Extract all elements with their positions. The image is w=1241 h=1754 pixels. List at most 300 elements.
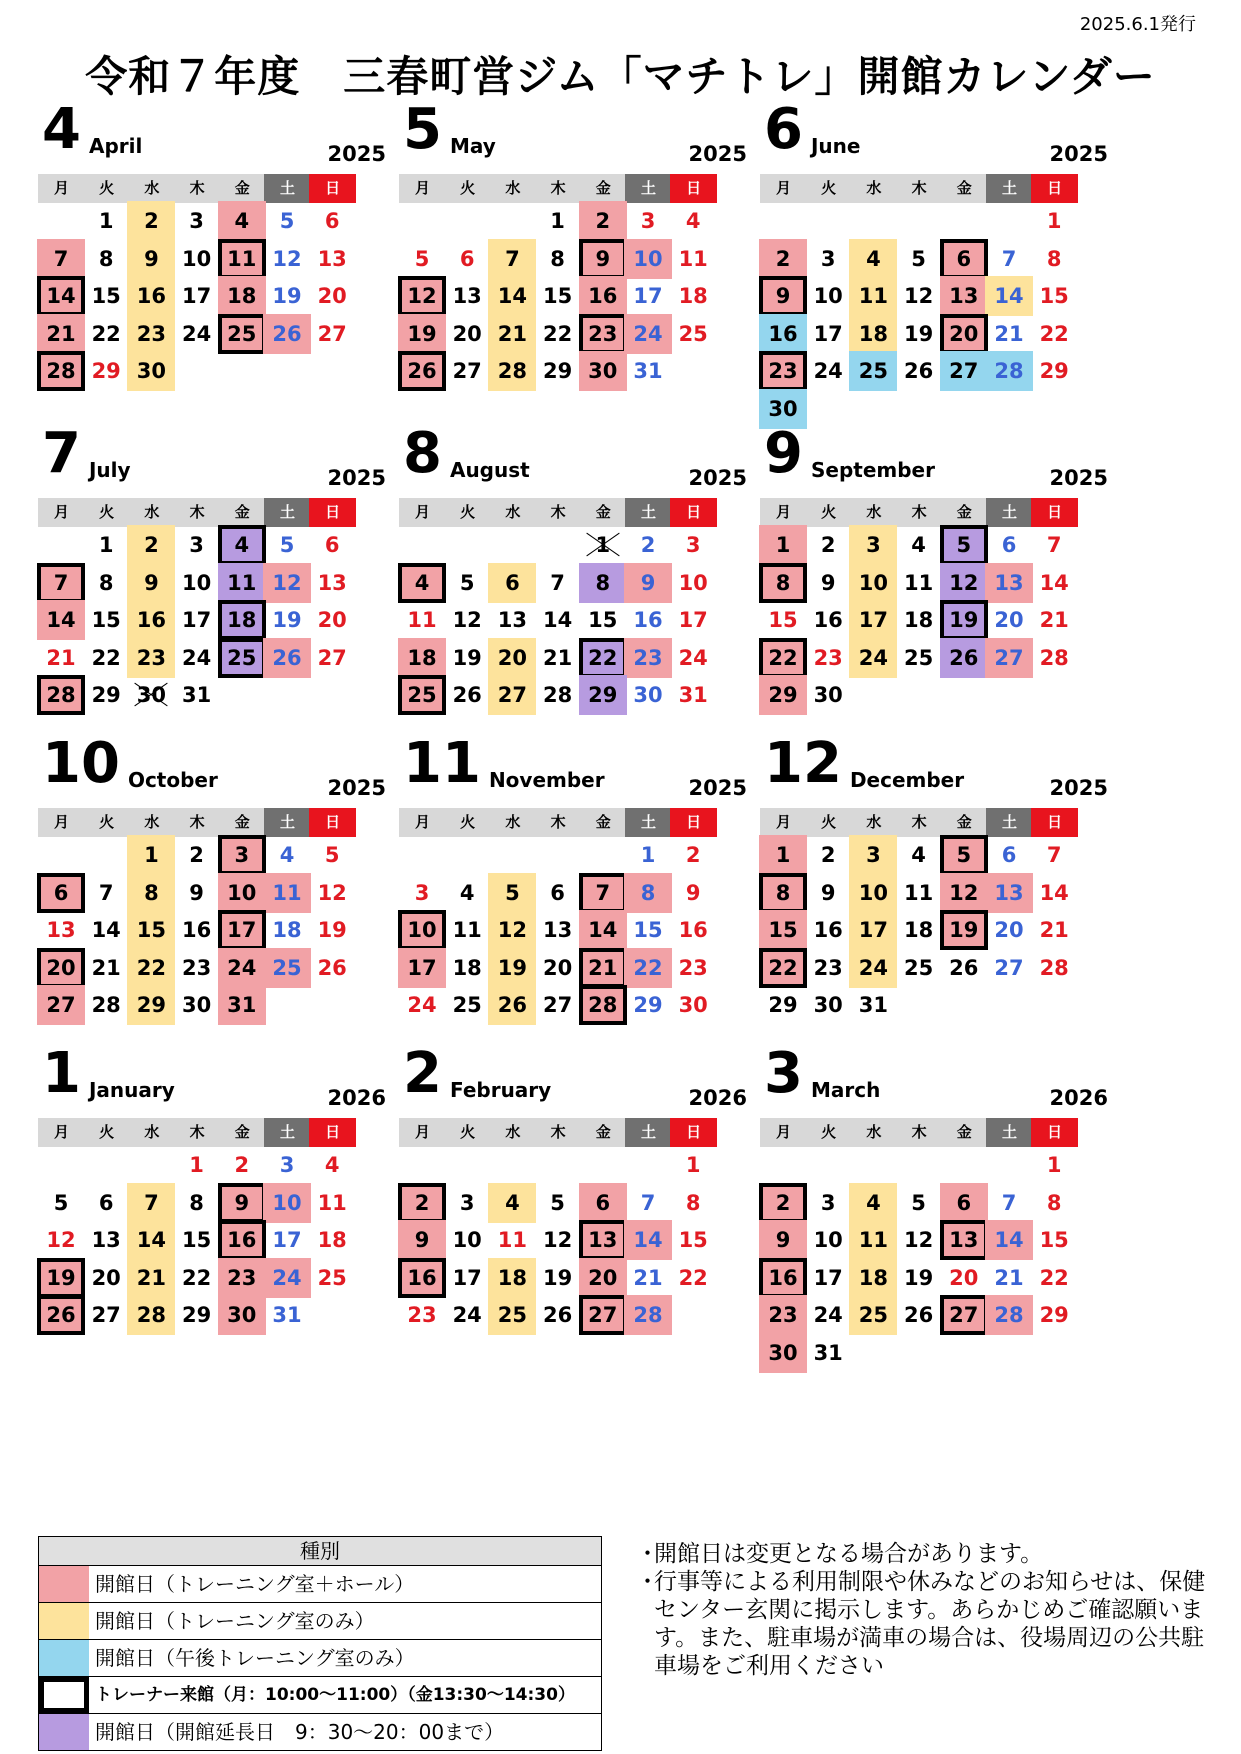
weekday-header: 木 <box>896 1118 943 1147</box>
calendar-day: 27 <box>985 638 1033 678</box>
weekday-header: 木 <box>174 808 221 837</box>
calendar-day: 28 <box>1039 645 1069 670</box>
weekday-header: 木 <box>535 174 582 203</box>
calendar-day: 4 <box>218 525 266 565</box>
calendar-day: 14 <box>37 276 85 316</box>
weekday-header: 日 <box>670 808 717 837</box>
month-number: 5 <box>403 97 442 162</box>
calendar-day: 25 <box>218 314 266 354</box>
calendar-day: 31 <box>858 993 888 1017</box>
calendar-day: 2 <box>579 201 627 241</box>
month-number: 3 <box>764 1041 803 1106</box>
calendar-day: 26 <box>940 638 988 678</box>
calendar-day: 1 <box>685 1153 701 1177</box>
calendar-day: 24 <box>263 1258 311 1298</box>
weekday-header: 金 <box>580 498 627 527</box>
weekday-header: 日 <box>1031 808 1078 837</box>
legend-swatch-purple <box>39 1714 89 1750</box>
calendar-day: 24 <box>181 321 212 346</box>
calendar-day: 12 <box>903 1228 934 1252</box>
calendar-day: 8 <box>98 246 114 271</box>
calendar-day: 3 <box>849 835 897 875</box>
calendar-day: 22 <box>181 1265 212 1290</box>
calendar-day: 12 <box>940 873 988 913</box>
legend-swatch-pink <box>39 1566 89 1602</box>
calendar-day: 3 <box>820 246 836 271</box>
calendar-day: 15 <box>633 918 663 942</box>
calendar-day: 19 <box>940 910 988 950</box>
calendar-day: 14 <box>985 276 1033 316</box>
weekday-header: 水 <box>128 1118 175 1147</box>
calendar-day: 1 <box>98 209 114 233</box>
calendar-day: 27 <box>452 359 482 383</box>
calendar-day: 6 <box>579 1183 627 1223</box>
calendar-day: 31 <box>633 359 663 383</box>
calendar-day: 13 <box>985 563 1033 603</box>
weekday-header: 水 <box>489 1118 536 1147</box>
calendar-day: 16 <box>127 600 175 640</box>
calendar-day: 25 <box>849 1295 897 1335</box>
calendar-day: 20 <box>994 918 1024 942</box>
weekday-header: 火 <box>805 808 852 837</box>
legend-header: 種別 <box>39 1537 601 1566</box>
weekday-header: 日 <box>309 174 356 203</box>
calendar-day: 20 <box>579 1258 627 1298</box>
note-item <box>636 1568 1206 1680</box>
calendar-day: 3 <box>640 209 656 233</box>
month-name: October <box>127 768 218 792</box>
calendar-day: 28 <box>1039 955 1069 980</box>
month-header <box>403 1041 552 1106</box>
month-year: 2025 <box>688 466 747 490</box>
calendar-day: 6 <box>459 246 475 271</box>
calendar-day: 29 <box>1039 359 1069 383</box>
calendar-day: 11 <box>849 1220 897 1260</box>
calendar-day: 1 <box>98 533 114 557</box>
calendar-day: 17 <box>813 1265 843 1290</box>
calendar-day: 25 <box>903 955 934 980</box>
calendar-day: 3 <box>849 525 897 565</box>
calendar-day: 19 <box>317 918 347 942</box>
weekday-header: 月 <box>399 1118 446 1147</box>
calendar-day: 22 <box>91 321 121 346</box>
calendar-day: 13 <box>91 1228 121 1252</box>
calendar-day: 16 <box>813 608 843 632</box>
calendar-day: 3 <box>189 533 204 557</box>
calendar-day: 3 <box>279 1153 295 1177</box>
calendar-day: 31 <box>272 1303 302 1327</box>
note-text: 行事等による利用制限や休みなどのお知らせは、保健センター玄関に掲示します。あらかじめご確認願います。また、駐車場が満車の場合は、役場周辺の公共駐車場をご利用ください <box>654 1569 1206 1679</box>
calendar-day: 19 <box>37 1258 85 1298</box>
calendar-day: 7 <box>579 873 627 913</box>
calendar-day: 2 <box>759 239 807 279</box>
page-title: 令和７年度 三春町営ジム「マチトレ」開館カレンダー <box>85 52 1156 101</box>
calendar-day: 19 <box>452 645 482 670</box>
month-number: 6 <box>764 97 803 162</box>
calendar-day: 24 <box>407 993 437 1017</box>
calendar-day: 18 <box>678 284 708 308</box>
calendar-day: 12 <box>317 880 347 905</box>
calendar-day: 9 <box>759 276 807 316</box>
calendar-day: 13 <box>317 246 347 271</box>
month-january <box>38 1041 388 1366</box>
calendar-day: 29 <box>759 675 807 715</box>
calendar-day: 21 <box>127 1258 175 1298</box>
month-year: 2025 <box>327 776 386 800</box>
calendar-day: 28 <box>985 1295 1033 1335</box>
month-name: April <box>88 134 143 158</box>
calendar-day: 18 <box>452 955 482 980</box>
calendar-day: 19 <box>272 608 302 632</box>
calendar-day: 22 <box>678 1265 708 1290</box>
calendar-day: 17 <box>849 600 897 640</box>
month-year: 2025 <box>1049 466 1108 490</box>
calendar-day: 27 <box>91 1303 121 1327</box>
weekday-header: 木 <box>896 498 943 527</box>
calendar-day: 9 <box>624 563 672 603</box>
calendar-day: 8 <box>189 1190 204 1215</box>
weekday-header: 金 <box>219 174 266 203</box>
calendar-day: 15 <box>768 608 798 632</box>
month-number: 9 <box>764 421 803 486</box>
calendar-day: 29 <box>181 1303 212 1327</box>
calendar-day: 21 <box>579 948 627 988</box>
weekday-header: 水 <box>489 498 536 527</box>
calendar-day: 12 <box>940 563 988 603</box>
calendar-day: 20 <box>317 284 347 308</box>
weekday-header: 火 <box>444 808 491 837</box>
calendar-day: 9 <box>218 1183 266 1223</box>
calendar-day: 24 <box>849 638 897 678</box>
weekday-header: 土 <box>264 498 311 527</box>
calendar-day: 12 <box>46 1228 76 1252</box>
calendar-day: 8 <box>127 873 175 913</box>
calendar-day: 25 <box>678 321 708 346</box>
calendar-day: 21 <box>488 314 536 354</box>
calendar-day: 4 <box>685 209 701 233</box>
calendar-day: 19 <box>940 600 988 640</box>
calendar-day: 13 <box>579 1220 627 1260</box>
month-year: 2025 <box>327 142 386 166</box>
calendar-day: 20 <box>452 321 482 346</box>
calendar-day: 30 <box>813 993 843 1017</box>
calendar-day: 4 <box>218 201 266 241</box>
calendar-day: 15 <box>127 910 175 950</box>
calendar-day: 10 <box>398 910 446 950</box>
calendar-day: 16 <box>181 918 212 942</box>
calendar-day: 26 <box>542 1303 573 1327</box>
calendar-day: 17 <box>452 1265 482 1290</box>
calendar-day: 13 <box>46 918 76 942</box>
calendar-day: 27 <box>579 1295 627 1335</box>
calendar-day: 21 <box>46 645 76 670</box>
calendar-day: 15 <box>759 910 807 950</box>
calendar-day: 23 <box>181 955 212 980</box>
weekday-header: 月 <box>760 498 807 527</box>
calendar-day: 1 <box>759 835 807 875</box>
weekday-header: 水 <box>128 808 175 837</box>
calendar-day: 19 <box>542 1265 573 1290</box>
calendar-day: 25 <box>903 645 934 670</box>
calendar-day: 6 <box>1001 533 1017 557</box>
weekday-header: 木 <box>535 1118 582 1147</box>
calendar-day: 20 <box>994 608 1024 632</box>
calendar-day: 18 <box>218 600 266 640</box>
weekday-header: 日 <box>670 1118 717 1147</box>
month-number: 8 <box>403 421 442 486</box>
calendar-day: 15 <box>1039 1228 1069 1252</box>
calendar-day: 11 <box>218 239 266 279</box>
calendar-day: 21 <box>91 955 121 980</box>
weekday-header: 土 <box>625 498 672 527</box>
calendar-day: 25 <box>263 948 311 988</box>
calendar-day: 18 <box>218 276 266 316</box>
weekday-header: 水 <box>128 174 175 203</box>
calendar-day: 17 <box>272 1228 302 1252</box>
note-text: 開館日は変更となる場合があります。 <box>654 1541 1044 1567</box>
weekday-header: 金 <box>941 808 988 837</box>
calendar-day: 1 <box>1046 209 1062 233</box>
calendar-day: 30 <box>759 1333 807 1373</box>
legend-row <box>39 1677 601 1714</box>
calendar-day: 21 <box>37 314 85 354</box>
weekday-header: 金 <box>580 1118 627 1147</box>
month-name: May <box>449 134 496 158</box>
calendar-day: 19 <box>903 321 934 346</box>
calendar-day: 9 <box>685 880 701 905</box>
calendar-day: 14 <box>488 276 536 316</box>
month-name: March <box>810 1078 881 1102</box>
calendar-day: 7 <box>550 570 565 595</box>
calendar-day: 6 <box>488 563 536 603</box>
calendar-day: 25 <box>398 675 446 715</box>
calendar-day: 13 <box>497 608 527 632</box>
weekday-header: 月 <box>399 808 446 837</box>
calendar-day: 6 <box>550 880 565 905</box>
calendar-day: 12 <box>272 246 302 271</box>
calendar-day: 9 <box>759 1220 807 1260</box>
calendar-day: 16 <box>759 314 807 354</box>
calendar-day: 8 <box>98 570 114 595</box>
weekday-header: 木 <box>174 498 221 527</box>
calendar-day: 8 <box>550 246 565 271</box>
calendar-day: 9 <box>189 880 204 905</box>
calendar-day: 12 <box>903 284 934 308</box>
calendar-day: 6 <box>37 873 85 913</box>
calendar-day: 29 <box>91 359 121 383</box>
calendar-day: 9 <box>579 239 627 279</box>
weekday-header: 水 <box>128 498 175 527</box>
calendar-day: 12 <box>542 1228 573 1252</box>
calendar-day: 16 <box>218 1220 266 1260</box>
weekday-header: 月 <box>38 174 85 203</box>
calendar-day: 28 <box>91 993 121 1017</box>
calendar-day: 5 <box>940 835 988 875</box>
weekday-header: 金 <box>219 1118 266 1147</box>
calendar-day: 30 <box>678 993 708 1017</box>
calendar-day: 10 <box>624 239 672 279</box>
calendar-day: 26 <box>37 1295 85 1335</box>
calendar-day: 22 <box>91 645 121 670</box>
month-year: 2026 <box>327 1086 386 1110</box>
calendar-day: 17 <box>813 321 843 346</box>
calendar-day: 25 <box>452 993 482 1017</box>
month-name: September <box>810 458 935 482</box>
calendar-day: 27 <box>940 1295 988 1335</box>
calendar-day: 14 <box>127 1220 175 1260</box>
calendar-day: 10 <box>452 1228 482 1252</box>
month-july <box>38 421 388 746</box>
calendar-day: 15 <box>181 1228 212 1252</box>
weekday-header: 火 <box>444 498 491 527</box>
legend-row <box>39 1714 601 1750</box>
calendar-day: 16 <box>579 276 627 316</box>
calendar-day: 20 <box>542 955 573 980</box>
weekday-header: 月 <box>399 498 446 527</box>
legend-label: 開館日（トレーニング室のみ） <box>95 1609 375 1633</box>
calendar-day: 24 <box>849 948 897 988</box>
legend-swatch-yellow <box>39 1603 89 1639</box>
calendar-day: 9 <box>127 239 175 279</box>
month-number: 12 <box>764 731 842 796</box>
calendar-day: 3 <box>189 209 204 233</box>
calendar-day: 8 <box>1046 1190 1062 1215</box>
calendar-day: 4 <box>459 880 475 905</box>
calendar-day: 11 <box>903 880 934 905</box>
weekday-header: 土 <box>264 1118 311 1147</box>
weekday-header: 土 <box>625 174 672 203</box>
issue-date: 2025.6.1発行 <box>1079 14 1196 35</box>
calendar-day: 26 <box>263 638 311 678</box>
weekday-header: 月 <box>760 1118 807 1147</box>
calendar-day: 23 <box>127 314 175 354</box>
calendar-day: 29 <box>768 993 798 1017</box>
calendar-day: 29 <box>633 993 663 1017</box>
calendar-day: 15 <box>1039 284 1069 308</box>
calendar-day: 18 <box>488 1258 536 1298</box>
weekday-header: 土 <box>625 808 672 837</box>
calendar-day: 11 <box>849 276 897 316</box>
calendar-day: 8 <box>624 873 672 913</box>
month-header <box>42 731 218 796</box>
calendar-day: 21 <box>994 1265 1024 1290</box>
calendar-day: 30 <box>633 683 663 707</box>
calendar-day: 5 <box>414 246 430 271</box>
month-number: 10 <box>42 731 120 796</box>
calendar-day: 13 <box>940 1220 988 1260</box>
weekday-header: 金 <box>219 808 266 837</box>
weekday-header: 土 <box>986 498 1033 527</box>
calendar-day: 12 <box>452 608 482 632</box>
calendar-day: 4 <box>398 563 446 603</box>
month-june <box>760 97 1110 422</box>
calendar-day: 2 <box>759 1183 807 1223</box>
legend-row <box>39 1603 601 1640</box>
calendar-day: 24 <box>813 1303 843 1327</box>
calendar-day: 1 <box>189 1153 204 1177</box>
calendar-day: 17 <box>181 284 212 308</box>
calendar-day: 20 <box>488 638 536 678</box>
calendar-day: 8 <box>685 1190 701 1215</box>
calendar-day: 19 <box>398 314 446 354</box>
calendar-day: 14 <box>37 600 85 640</box>
calendar-day: 20 <box>949 1265 979 1290</box>
calendar-day: 5 <box>911 1190 926 1215</box>
calendar-day: 5 <box>459 570 475 595</box>
weekday-header: 日 <box>1031 498 1078 527</box>
calendar-day: 26 <box>903 359 934 383</box>
month-name: November <box>488 768 605 792</box>
calendar-day: 30 <box>127 675 175 715</box>
calendar-day: 9 <box>820 880 836 905</box>
calendar-day: 1 <box>127 835 175 875</box>
calendar-day: 17 <box>218 910 266 950</box>
calendar-day: 14 <box>1039 570 1069 595</box>
month-year: 2026 <box>1049 1086 1108 1110</box>
weekday-header: 土 <box>986 808 1033 837</box>
weekday-header: 土 <box>264 174 311 203</box>
weekday-header: 火 <box>83 174 130 203</box>
weekday-header: 月 <box>38 1118 85 1147</box>
calendar-day: 1 <box>640 843 656 867</box>
legend-row <box>39 1566 601 1603</box>
calendar-day: 2 <box>127 201 175 241</box>
month-header <box>403 421 530 486</box>
weekday-header: 月 <box>38 498 85 527</box>
month-number: 7 <box>42 421 81 486</box>
legend <box>38 1536 602 1751</box>
weekday-header: 日 <box>1031 174 1078 203</box>
calendar-day: 23 <box>127 638 175 678</box>
calendar-day: 16 <box>398 1258 446 1298</box>
calendar-day: 10 <box>813 1228 843 1252</box>
month-header <box>764 421 935 486</box>
weekday-header: 木 <box>535 808 582 837</box>
weekday-header: 日 <box>670 498 717 527</box>
bullet: ・ <box>636 1541 659 1567</box>
calendar-day: 20 <box>940 314 988 354</box>
weekday-header: 水 <box>850 498 897 527</box>
calendar-day: 23 <box>579 314 627 354</box>
legend-swatch-trainer <box>39 1677 89 1713</box>
calendar-day: 5 <box>279 209 295 233</box>
calendar-day: 4 <box>324 1153 340 1177</box>
weekday-header: 水 <box>489 174 536 203</box>
calendar-day: 7 <box>488 239 536 279</box>
calendar-day: 23 <box>624 638 672 678</box>
calendar-day: 5 <box>550 1190 565 1215</box>
month-header <box>764 731 965 796</box>
calendar-day: 18 <box>849 314 897 354</box>
notes <box>636 1540 1206 1680</box>
calendar-day: 12 <box>488 910 536 950</box>
month-name: July <box>88 458 131 482</box>
month-header <box>764 97 861 162</box>
calendar-day: 29 <box>542 359 573 383</box>
calendar-day: 1 <box>550 209 565 233</box>
calendar-day: 7 <box>1001 246 1017 271</box>
calendar-day: 5 <box>488 873 536 913</box>
weekday-header: 土 <box>625 1118 672 1147</box>
calendar-day: 28 <box>127 1295 175 1335</box>
calendar-day: 2 <box>234 1153 250 1177</box>
calendar-day: 28 <box>488 351 536 391</box>
calendar-day: 31 <box>813 1340 843 1365</box>
month-year: 2025 <box>688 776 747 800</box>
calendar-day: 16 <box>633 608 663 632</box>
calendar-day: 7 <box>1001 1190 1017 1215</box>
weekday-header: 土 <box>986 1118 1033 1147</box>
